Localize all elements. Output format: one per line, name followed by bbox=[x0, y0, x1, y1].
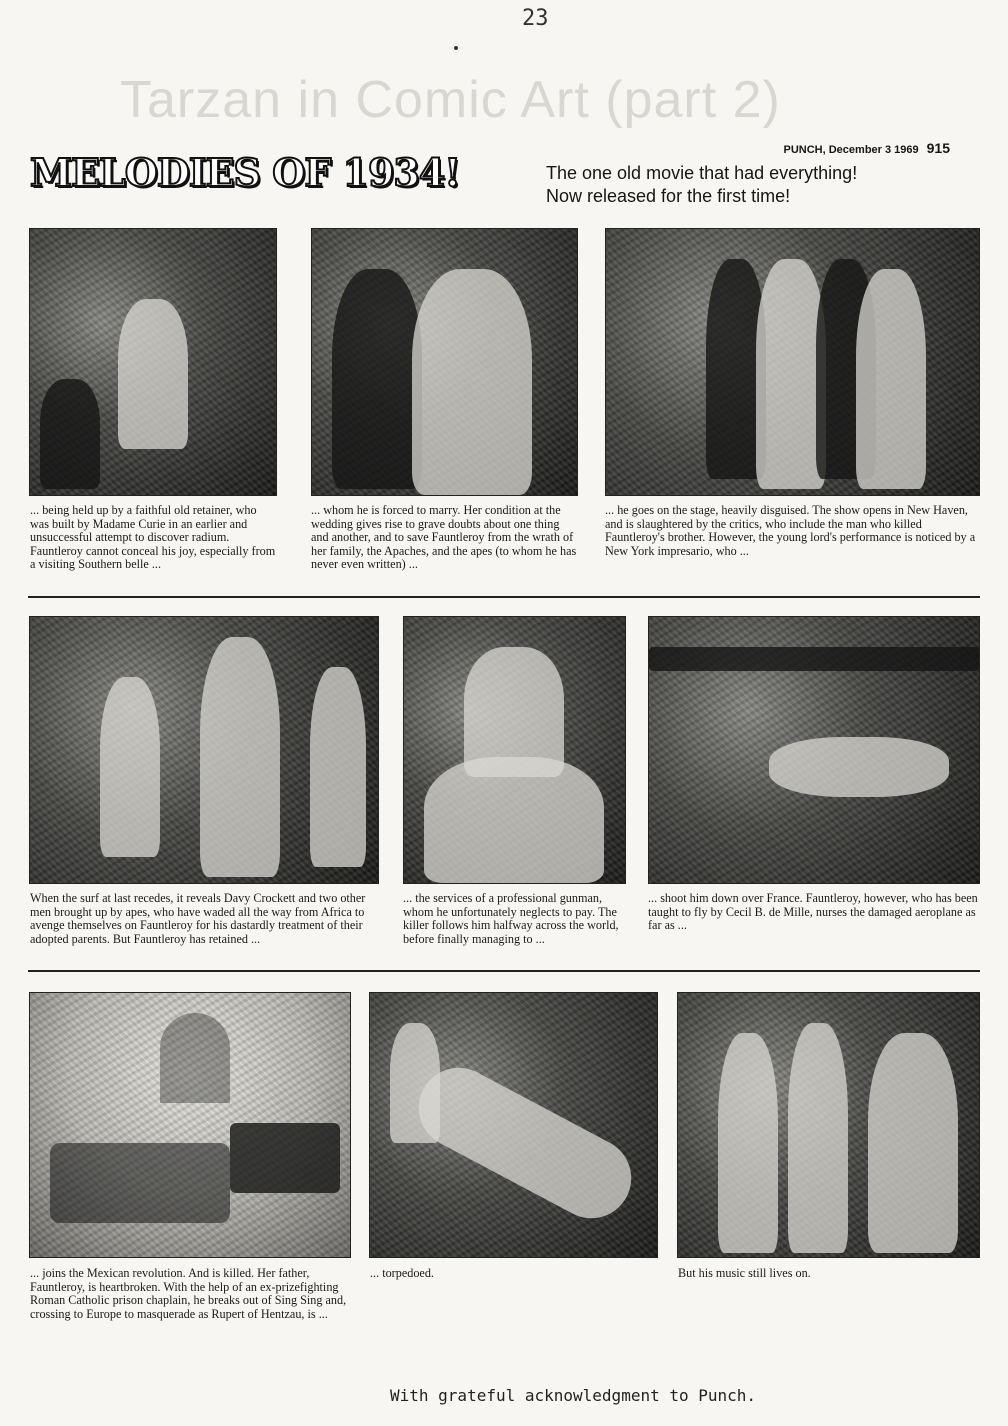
masthead-page: 915 bbox=[926, 140, 950, 156]
caption-2: ... whom he is forced to marry. Her condition at the wedding gives rise to grave doubts about one thing and another, and to save Fauntleroy from the wrath of her family, the Apaches, and the apes (to whom he has never even written) ... bbox=[311, 503, 577, 572]
page-number: 23 bbox=[522, 6, 549, 31]
masthead bbox=[784, 140, 950, 156]
caption-5: ... the services of a professional gunman, whom he unfortunately neglects to pay. The killer follows him halfway across the world, before finally managing to ... bbox=[403, 891, 619, 946]
caption-3: ... he goes on the stage, heavily disguised. The show opens in New Haven, and is slaughtered by the critics, who include the man who killed Fauntleroy's brother. However, the young lord's performance is noticed by a New York impresario, who ... bbox=[605, 503, 976, 558]
ink-dot bbox=[454, 46, 458, 50]
photo-aeroplane bbox=[648, 616, 980, 884]
photo-stage-show bbox=[605, 228, 980, 496]
caption-6: ... shoot him down over France. Fauntleroy, however, who has been taught to fly by Cecil B. de Mille, nurses the damaged aeroplane as far as ... bbox=[648, 891, 978, 933]
photo-mexican-revolution bbox=[29, 992, 351, 1258]
photo-torpedo bbox=[369, 992, 658, 1258]
divider-1 bbox=[28, 596, 980, 598]
footer-acknowledgment: With grateful acknowledgment to Punch. bbox=[390, 1386, 757, 1405]
photo-ape-men bbox=[29, 616, 379, 884]
photo-robot-retainer bbox=[29, 228, 277, 496]
caption-1: ... being held up by a faithful old retainer, who was built by Madame Curie in an earlier and unsuccessful attempt to discover radium. Fauntleroy cannot conceal his joy, especially from a visiting Southern belle ... bbox=[30, 503, 276, 572]
subtitle-line-1: The one old movie that had everything! bbox=[546, 163, 858, 183]
faint-bleedthrough-heading: Tarzan in Comic Art (part 2) bbox=[120, 71, 781, 129]
subtitle bbox=[546, 162, 976, 208]
caption-7: ... joins the Mexican revolution. And is killed. Her father, Fauntleroy, is heartbroken. With the help of an ex-prizefighting Roman Catholic prison chaplain, he breaks out of Sing Sing and, crossing to Europe to masquerade as Rupert of Hentzau, is ... bbox=[30, 1266, 347, 1321]
divider-2 bbox=[28, 970, 980, 972]
page-title: MELODIES OF 1934! bbox=[30, 150, 460, 195]
photo-gunman bbox=[403, 616, 626, 884]
caption-9: But his music still lives on. bbox=[678, 1266, 811, 1280]
photo-dancers bbox=[677, 992, 980, 1258]
masthead-text: PUNCH, December 3 1969 bbox=[783, 144, 919, 156]
caption-8: ... torpedoed. bbox=[370, 1266, 434, 1280]
photo-wedding bbox=[311, 228, 578, 496]
caption-4: When the surf at last recedes, it reveals Davy Crockett and two other men brought up by apes, who have waded all the way from Africa to avenge themselves on Fauntleroy for his dastardly treatment of their adopted parents. But Fauntleroy has retained ... bbox=[30, 891, 366, 946]
subtitle-line-2: Now released for the first time! bbox=[546, 186, 791, 206]
